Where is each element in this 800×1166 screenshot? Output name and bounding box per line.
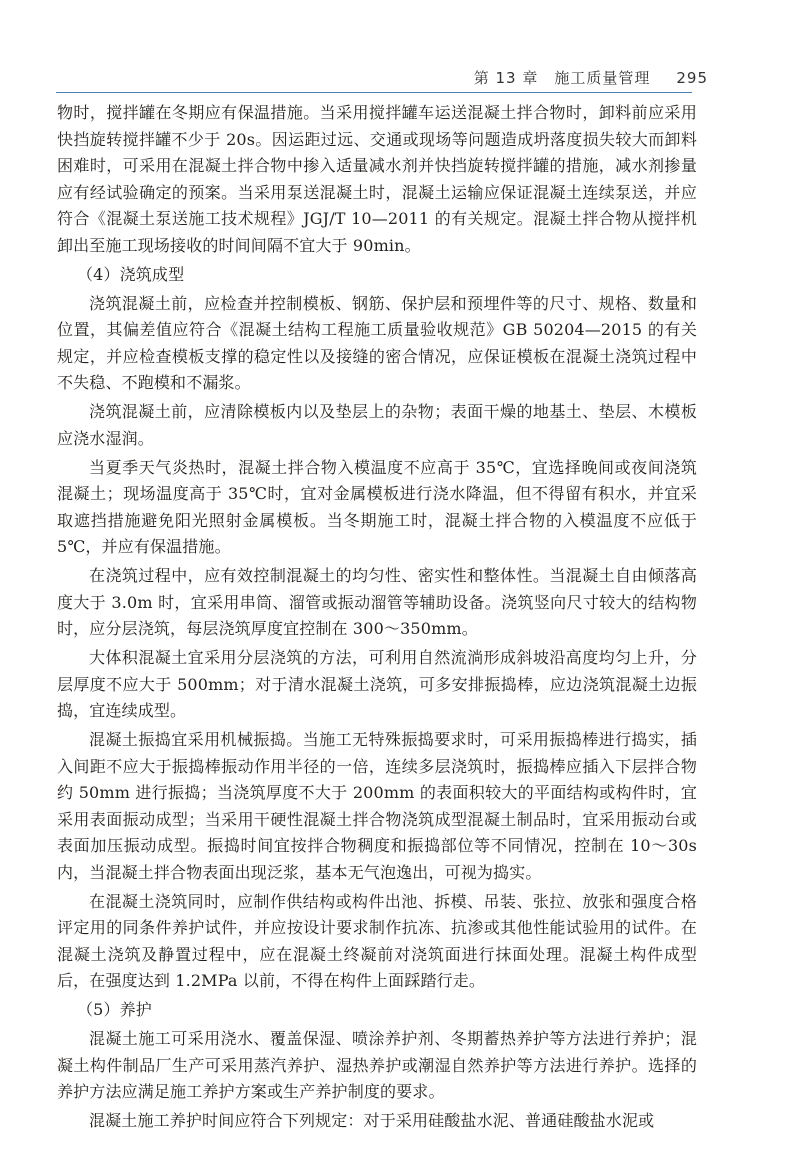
paragraph-test-specimens: 在混凝土浇筑同时，应制作供结构或构件出池、拆模、吊装、张拉、放张和强度合格评定用的同条件养护试件，并应按设计要求制作抗冻、抗渗或其他性能试验用的试件。在混凝土浇筑及静置过程中，应在混凝土终凝前对浇筑面进行抹面处理。混凝土构件成型后，在强度达到 1.2MPa 以前，不得在构件上面踩踏行走。 [57, 891, 697, 990]
section-heading-pouring: （4）浇筑成型 [77, 264, 185, 284]
paragraph-temperature-control: 当夏季天气炎热时，混凝土拌合物入模温度不应高于 35℃，宜选择晚间或夜间浇筑混凝土；现场温度高于 35℃时，宜对金属模板进行浇水降温，但不得留有积水，并宜采取遮挡措施避免阳光照射金属模板。当冬期施工时，混凝土拌合物的入模温度不应低于 5℃，并应有保温措施。 [57, 457, 697, 556]
paragraph-mass-concrete: 大体积混凝土宜采用分层浇筑的方法，可利用自然流淌形成斜坡沿高度均匀上升，分层厚度不应大于 500mm；对于清水混凝土浇筑，可多安排振捣棒，应边浇筑混凝土边振捣，宜连续成型。 [57, 648, 697, 720]
chapter-title: 第 13 章 施工质量管理 [473, 69, 651, 87]
page-header [0, 66, 800, 90]
paragraph-vibration: 混凝土振捣宜采用机械振捣。当施工无特殊振捣要求时，可采用振捣棒进行捣实，插入间距不应大于振捣棒振动作用半径的一倍，连续多层浇筑时，振捣棒应插入下层拌合物约 50mm 进行振捣；当浇筑厚度不大于 200mm 的表面积较大的平面结构或构件时，宜采用表面振动成型；当采用干硬性混凝土拌合物浇筑成型混凝土制品时，宜采用振动台或表面加压振动成型。振捣时间宜按拌合物稠度和振捣部位等不同情况，控制在 10～30s 内，当混凝土拌合物表面出现泛浆，基本无气泡逸出，可视为捣实。 [57, 730, 697, 882]
paragraph-curing-time: 混凝土施工养护时间应符合下列规定：对于采用硅酸盐水泥、普通硅酸盐水泥或 [89, 1111, 655, 1130]
page-number: 295 [676, 69, 708, 87]
paragraph-continued: 物时，搅拌罐在冬期应有保温措施。当采用搅拌罐车运送混凝土拌合物时，卸料前应采用快挡旋转搅拌罐不少于 20s。因运距过远、交通或现场等问题造成坍落度损失较大而卸料困难时，可采用在混凝土拌合物中掺入适量减水剂并快挡旋转搅拌罐的措施，减水剂掺量应有经试验确定的预案。当采用泵送混凝土时，混凝土运输应保证混凝土连续泵送，并应符合《混凝土泵送施工技术规程》JGJ/T 10—2011 的有关规定。混凝土拌合物从搅拌机卸出至施工现场接收的时间间隔不宜大于 90min。 [57, 103, 697, 255]
body-text [57, 100, 697, 1137]
section-heading-curing: （5）养护 [77, 1000, 152, 1019]
paragraph-pre-pour-inspection: 浇筑混凝土前，应检查并控制模板、钢筋、保护层和预埋件等的尺寸、规格、数量和位置，其偏差值应符合《混凝土结构工程施工质量验收规范》GB 50204—2015 的有关规定，并应检查模板支撑的稳定性以及接缝的密合情况，应保证模板在混凝土浇筑过程中不失稳、不跑模和不漏浆。 [57, 293, 697, 392]
running-head [474, 66, 708, 90]
paragraph-pouring-process: 在浇筑过程中，应有效控制混凝土的均匀性、密实性和整体性。当混凝土自由倾落高度大于 3.0m 时，宜采用串筒、溜管或振动溜管等辅助设备。浇筑竖向尺寸较大的结构物时，应分层浇筑，每层浇筑厚度宜控制在 300～350mm。 [57, 566, 697, 638]
paragraph-curing-methods: 混凝土施工可采用浇水、覆盖保湿、喷涂养护剂、冬期蓄热养护等方法进行养护；混凝土构件制品厂生产可采用蒸汽养护、湿热养护或潮湿自然养护等方法进行养护。选择的养护方法应满足施工养护方案或生产养护制度的要求。 [57, 1029, 697, 1101]
paragraph-formwork-cleaning: 浇筑混凝土前，应清除模板内以及垫层上的杂物；表面干燥的地基土、垫层、木模板应浇水湿润。 [57, 402, 697, 448]
header-divider [56, 92, 692, 93]
